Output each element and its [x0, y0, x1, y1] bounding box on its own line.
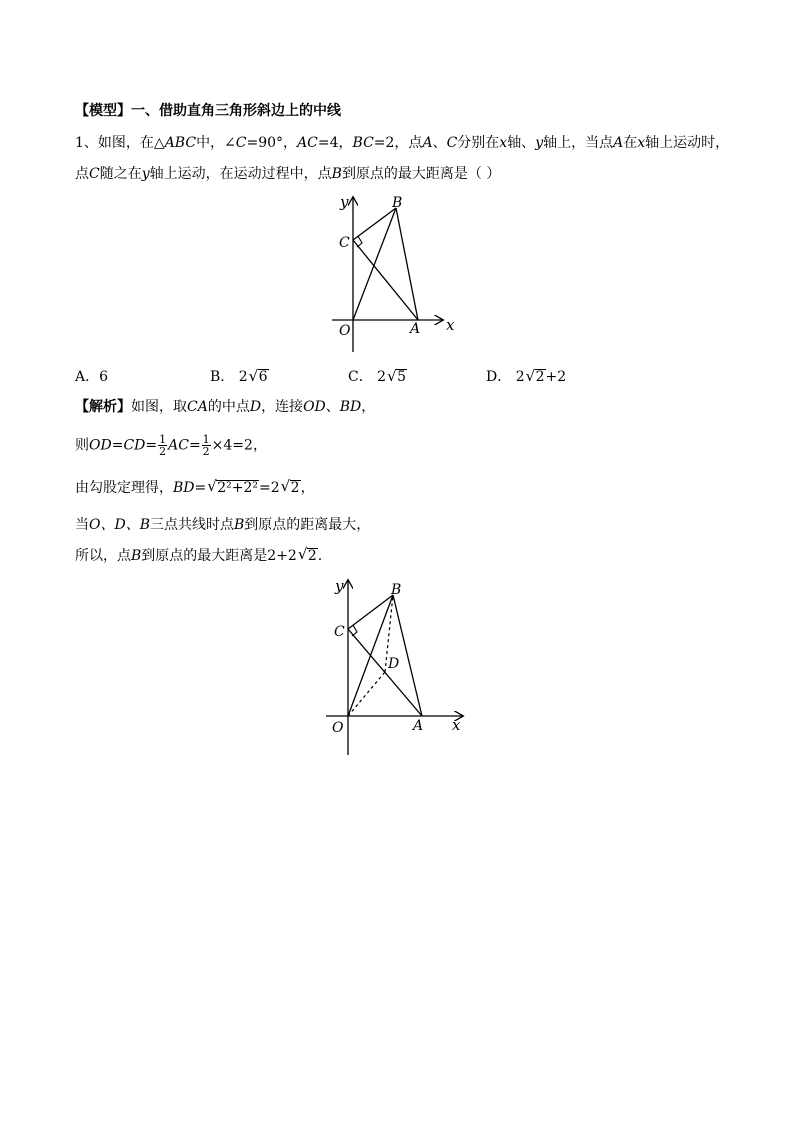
- s-var: BD: [339, 399, 362, 415]
- s-var: AC: [168, 437, 189, 454]
- radicand: 2: [290, 480, 300, 496]
- denominator: 2: [202, 445, 210, 458]
- segment-ca: [353, 240, 418, 320]
- sqrt-symbol: √ 5: [387, 367, 407, 385]
- solution-line-5: [75, 546, 322, 566]
- q-text: 、: [432, 135, 447, 151]
- label-a: A: [410, 321, 421, 337]
- solution-line-2: [75, 434, 267, 457]
- s-var: BD: [173, 480, 195, 496]
- q-text: 随之在: [99, 166, 142, 182]
- label-o: O: [332, 720, 344, 736]
- s-var: B: [234, 517, 245, 533]
- solution-figure: [320, 575, 470, 760]
- heading-title: 一、借助直角三角形斜边上的中线: [131, 103, 341, 119]
- s-var: OD: [89, 437, 112, 454]
- q-text: =4，: [317, 135, 353, 151]
- label-y: y: [340, 193, 349, 211]
- choice-letter: D．: [486, 369, 512, 385]
- q-text: 分别在: [457, 135, 500, 151]
- choice-letter: C．: [348, 369, 373, 385]
- q-text: 点: [75, 166, 89, 182]
- segment-ob: [348, 595, 393, 716]
- q-text: 轴上，当点: [543, 135, 614, 151]
- radicand: 2: [307, 548, 317, 564]
- s-text: 到原点的最大距离是: [141, 548, 268, 564]
- q-text: 中，∠: [196, 135, 236, 151]
- q-var: y: [535, 135, 544, 151]
- solution-bracket: 【解析】: [75, 399, 131, 415]
- fraction: [158, 434, 167, 457]
- s-text: 、: [325, 399, 340, 415]
- s-text: ×4=2，: [211, 437, 267, 454]
- label-c: C: [334, 624, 345, 640]
- choice-d[interactable]: [486, 366, 566, 386]
- q-text: 到原点的最大距离是（ ）: [341, 166, 501, 182]
- s-var: CA: [187, 399, 208, 415]
- choice-letter: B．: [210, 369, 235, 385]
- choice-coef: 2: [238, 369, 248, 385]
- q-var: x: [637, 135, 646, 151]
- s-text: 则: [75, 437, 89, 454]
- q-text: 在: [623, 135, 638, 151]
- sqrt-symbol: √ 2: [525, 367, 545, 385]
- sqrt-symbol: √ 2: [280, 477, 300, 496]
- solution-line-1: [75, 397, 375, 417]
- q-text: =2，点: [373, 135, 423, 151]
- segment-od-dashed: [348, 672, 385, 716]
- s-text: =: [194, 480, 207, 496]
- question-figure: [320, 190, 470, 355]
- q-var: ABC: [164, 135, 197, 151]
- s-text: 2+2: [267, 548, 297, 564]
- s-text: =: [111, 437, 124, 454]
- s-text: ，连接: [261, 399, 304, 415]
- s-var: D: [249, 399, 262, 415]
- q-var: A: [613, 135, 624, 151]
- sqrt-symbol: √ 2: [297, 545, 317, 564]
- label-y: y: [335, 577, 344, 595]
- q-var: C: [235, 135, 247, 151]
- segment-ca: [348, 629, 422, 716]
- choice-value: 6: [99, 369, 109, 385]
- label-o: O: [339, 323, 351, 339]
- q-text: 轴上运动，在运动过程中，点: [149, 166, 332, 182]
- q-var: C: [446, 135, 458, 151]
- s-text: ，: [300, 480, 315, 496]
- label-a: A: [413, 718, 424, 734]
- label-b: B: [391, 582, 402, 598]
- s-text: =2: [259, 480, 280, 496]
- label-d: D: [388, 656, 400, 672]
- s-text: 的中点: [207, 399, 250, 415]
- sqrt-symbol: √ 6: [248, 367, 268, 385]
- question-line-1: [75, 133, 729, 153]
- radicand: 2: [535, 369, 545, 385]
- q-var: BC: [352, 135, 374, 151]
- s-var: CD: [123, 437, 146, 454]
- s-text: .: [317, 548, 323, 564]
- section-heading: [75, 101, 341, 121]
- s-var: OD: [303, 399, 326, 415]
- s-text: =: [145, 437, 158, 454]
- solution-line-3: [75, 478, 315, 498]
- q-var: C: [89, 166, 100, 182]
- s-text: ，: [361, 399, 376, 415]
- choice-coef: 2: [515, 369, 525, 385]
- q-text: 1、如图，在△: [75, 135, 165, 151]
- label-c: C: [339, 235, 350, 251]
- label-b: B: [392, 195, 403, 211]
- choice-c[interactable]: [348, 366, 407, 386]
- numerator: 1: [159, 433, 167, 446]
- question-line-2: [75, 164, 500, 184]
- choice-tail: +2: [545, 369, 567, 385]
- s-text: 到原点的距离最大，: [244, 517, 371, 533]
- radicand: 5: [397, 369, 407, 385]
- s-text: 由勾股定理得，: [75, 480, 173, 496]
- choice-b[interactable]: [210, 366, 269, 386]
- sqrt-symbol: √ 2²+2²: [207, 477, 259, 496]
- choice-coef: 2: [377, 369, 387, 385]
- segment-ba: [396, 208, 418, 320]
- q-var: y: [141, 166, 150, 182]
- s-text: 如图，取: [131, 399, 187, 415]
- radicand: 6: [258, 369, 268, 385]
- label-x: x: [446, 316, 455, 334]
- q-var: A: [422, 135, 433, 151]
- s-var: B: [131, 548, 142, 564]
- q-var: AC: [297, 135, 318, 151]
- choice-letter: A．: [75, 369, 100, 385]
- s-var: O、D、B: [89, 517, 150, 533]
- s-text: 当: [75, 517, 89, 533]
- q-text: 轴上运动时，: [645, 135, 730, 151]
- solution-line-4: [75, 515, 370, 535]
- choice-a[interactable]: [75, 366, 108, 386]
- q-var: B: [331, 166, 342, 182]
- numerator: 1: [202, 433, 210, 446]
- q-var: x: [499, 135, 508, 151]
- s-text: 所以，点: [75, 548, 131, 564]
- label-x: x: [452, 716, 461, 734]
- heading-bracket: 【模型】: [75, 103, 131, 119]
- q-text: =90°，: [246, 135, 298, 151]
- radicand: 2²+2²: [217, 480, 259, 496]
- fraction: [202, 434, 211, 457]
- s-text: 三点共线时点: [150, 517, 234, 533]
- denominator: 2: [159, 445, 167, 458]
- q-text: 轴、: [507, 135, 536, 151]
- s-text: =: [188, 437, 201, 454]
